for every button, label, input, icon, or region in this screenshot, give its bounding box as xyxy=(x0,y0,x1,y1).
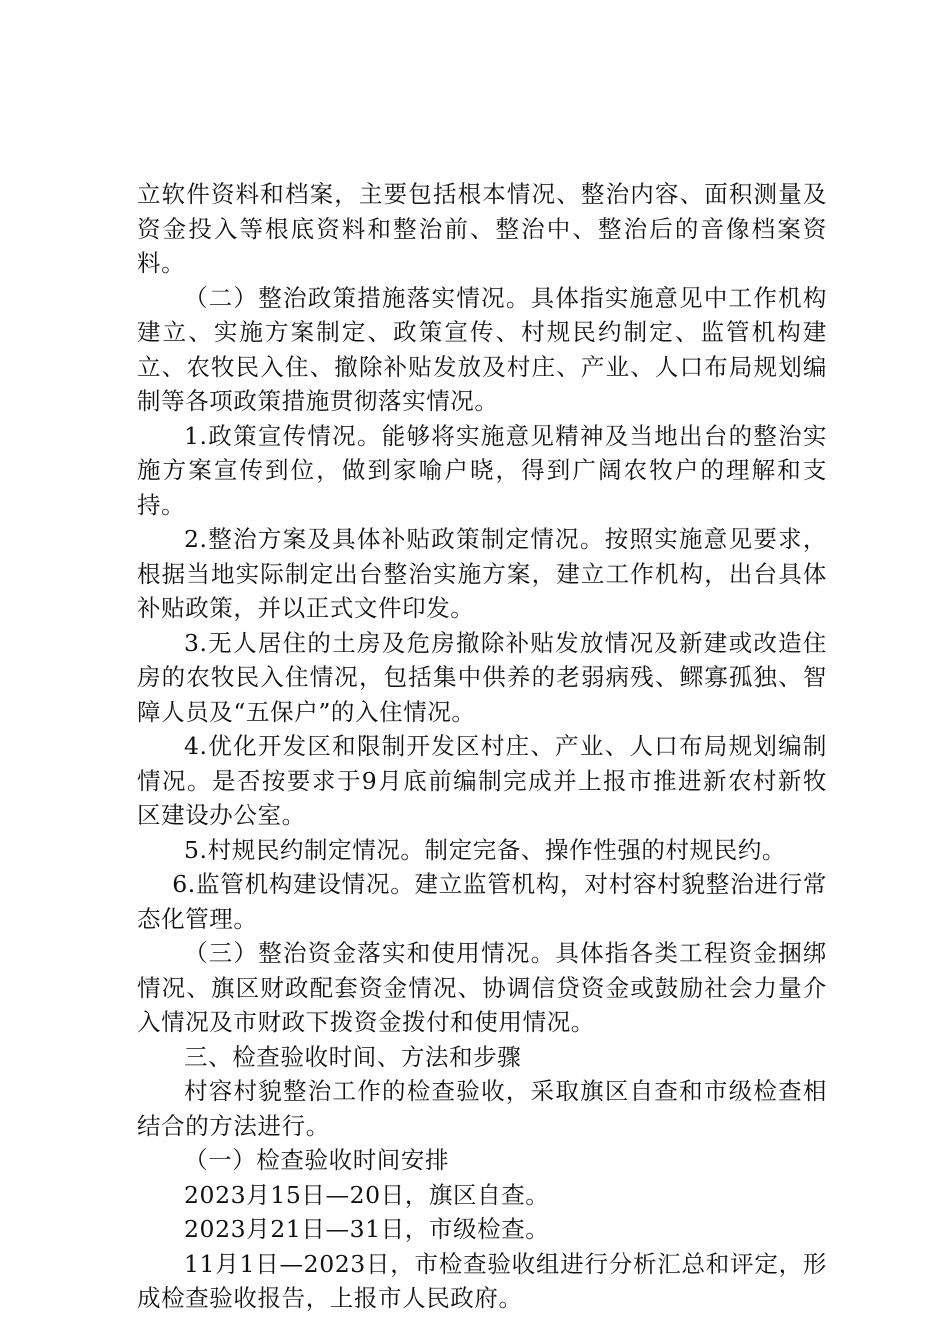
document-body xyxy=(137,177,827,1316)
paragraph-item-5: 5.村规民约制定情况。制定完备、操作性强的村规民约。 xyxy=(184,835,787,864)
paragraph-item-2: 2.整治方案及具体补贴政策制定情况。按照实施意见要求，根据当地实际制定出台整治实施方案，建立工作机构，出台具体补贴政策，并以正式文件印发。 xyxy=(137,525,827,622)
schedule-self-check: 2023月15日—20日，旗区自查。 xyxy=(184,1180,550,1209)
paragraph-item-4: 4.优化开发区和限制开发区村庄、产业、人口布局规划编制情况。是否按要求于9月底前编制完成并上报市推进新农村新牧区建设办公室。 xyxy=(137,732,827,829)
paragraph-funding: （三）整治资金落实和使用情况。具体指各类工程资金捆绑情况、旗区财政配套资金情况、协调信贷资金或鼓励社会力量介入情况及市财政下拨资金拨付和使用情况。 xyxy=(137,939,827,1036)
paragraph-materials: 立软件资料和档案，主要包括根本情况、整治内容、面积测量及资金投入等根底资料和整治前、整治中、整治后的音像档案资料。 xyxy=(137,180,827,277)
paragraph-item-1: 1.政策宣传情况。能够将实施意见精神及当地出台的整治实施方案宣传到位，做到家喻户晓，得到广阔农牧户的理解和支持。 xyxy=(137,421,827,519)
subheading-schedule: （一）检查验收时间安排 xyxy=(184,1146,450,1174)
schedule-city-check: 2023月21日—31日，市级检查。 xyxy=(184,1215,550,1243)
section-heading-3: 三、检查验收时间、方法和步骤 xyxy=(184,1042,522,1071)
paragraph-item-3: 3.无人居住的土房及危房撤除补贴发放情况及新建或改造住房的农牧民入住情况，包括集中供养的老弱病残、鳏寡孤独、智障人员及“五保户”的入住情况。 xyxy=(137,628,827,726)
paragraph-method: 村容村貌整治工作的检查验收，采取旗区自查和市级检查相结合的方法进行。 xyxy=(137,1077,827,1140)
paragraph-item-6: 6.监管机构建设情况。建立监管机构，对村容村貌整治进行常态化管理。 xyxy=(137,870,827,933)
schedule-report: 11月1日—2023日，市检查验收组进行分析汇总和评定，形成检查验收报告，上报市人民政府。 xyxy=(137,1249,827,1312)
paragraph-policy-measures: （二）整治政策措施落实情况。具体指实施意见中工作机构建立、实施方案制定、政策宣传、村规民约制定、监管机构建立、农牧民入住、撤除补贴发放及村庄、产业、人口布局规划编制等各项政策措施贯彻落实情况。 xyxy=(137,283,827,415)
